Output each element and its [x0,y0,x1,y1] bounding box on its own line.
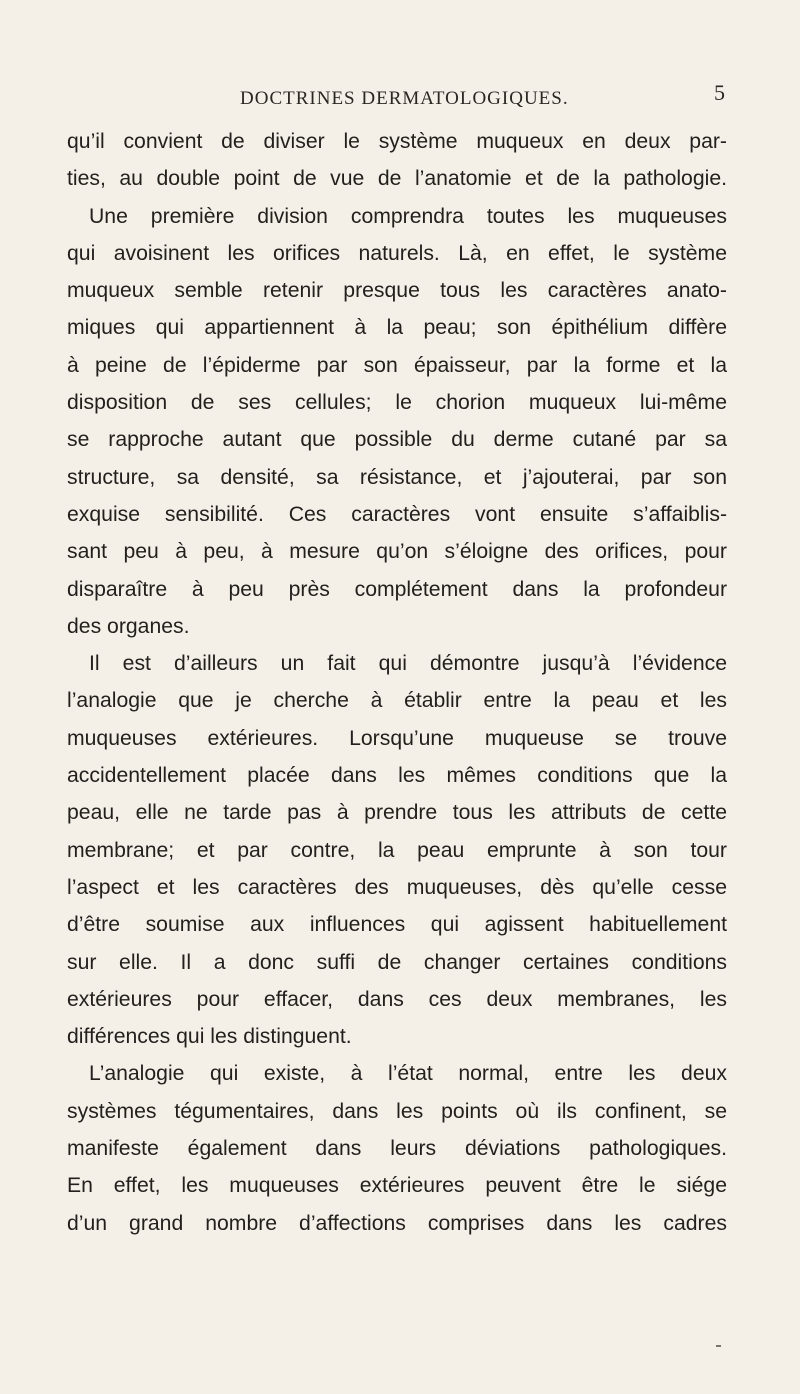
text-line: l’aspect et les caractères des muqueuses, dès qu’elle cesse [67,875,727,899]
text-line: systèmes tégumentaires, dans les points où ils confinent, se [67,1099,727,1123]
text-line: manifeste également dans leurs déviations pathologiques. [67,1137,727,1161]
body-text [67,123,727,1242]
page-number: 5 [714,80,725,105]
text-line: Une première division comprendra toutes les muqueuses [89,204,727,228]
text-line: L’analogie qui existe, à l’état normal, entre les deux [89,1062,727,1086]
text-line: muqueux semble retenir presque tous les caractères anato- [67,279,727,303]
text-line: membrane; et par contre, la peau emprunte à son tour [67,838,727,862]
text-line: Il est d’ailleurs un fait qui démontre jusqu’à l’évidence [89,652,727,676]
text-line: différences qui les distinguent. [67,1025,352,1049]
text-line: d’être soumise aux influences qui agissent habituellement [67,913,727,937]
text-line: des organes. [67,614,190,638]
text-line: sur elle. Il a donc suffi de changer certaines conditions [67,950,727,974]
ink-mark [716,1345,721,1347]
text-line: disparaître à peu près complétement dans la profondeur [67,577,727,601]
text-line: l’analogie que je cherche à établir entre la peau et les [67,689,727,713]
text-line: structure, sa densité, sa résistance, et j’ajouterai, par son [67,465,727,489]
text-line: sant peu à peu, à mesure qu’on s’éloigne des orifices, pour [67,540,727,564]
text-line: accidentellement placée dans les mêmes conditions que la [67,764,727,788]
text-line: muqueuses extérieures. Lorsqu’une muqueuse se trouve [67,726,727,750]
text-line: disposition de ses cellules; le chorion muqueux lui-même [67,391,727,415]
text-line: à peine de l’épiderme par son épaisseur, par la forme et la [67,353,727,377]
text-line: En effet, les muqueuses extérieures peuvent être le siége [67,1174,727,1198]
text-line: ties, au double point de vue de l’anatomie et de la pathologie. [67,167,727,191]
text-line: se rapproche autant que possible du derme cutané par sa [67,428,727,452]
text-line: d’un grand nombre d’affections comprises dans les cadres [67,1211,727,1235]
text-line: qu’il convient de diviser le système muqueux en deux par- [67,130,727,153]
running-title: DOCTRINES DERMATOLOGIQUES. [240,88,569,109]
text-line: exquise sensibilité. Ces caractères vont ensuite s’affaiblis- [67,502,727,526]
text-line: peau, elle ne tarde pas à prendre tous les attributs de cette [67,801,727,825]
text-line: miques qui appartiennent à la peau; son épithélium diffère [67,316,727,340]
text-line: extérieures pour effacer, dans ces deux membranes, les [67,987,727,1011]
text-line: qui avoisinent les orifices naturels. Là, en effet, le système [67,241,727,265]
